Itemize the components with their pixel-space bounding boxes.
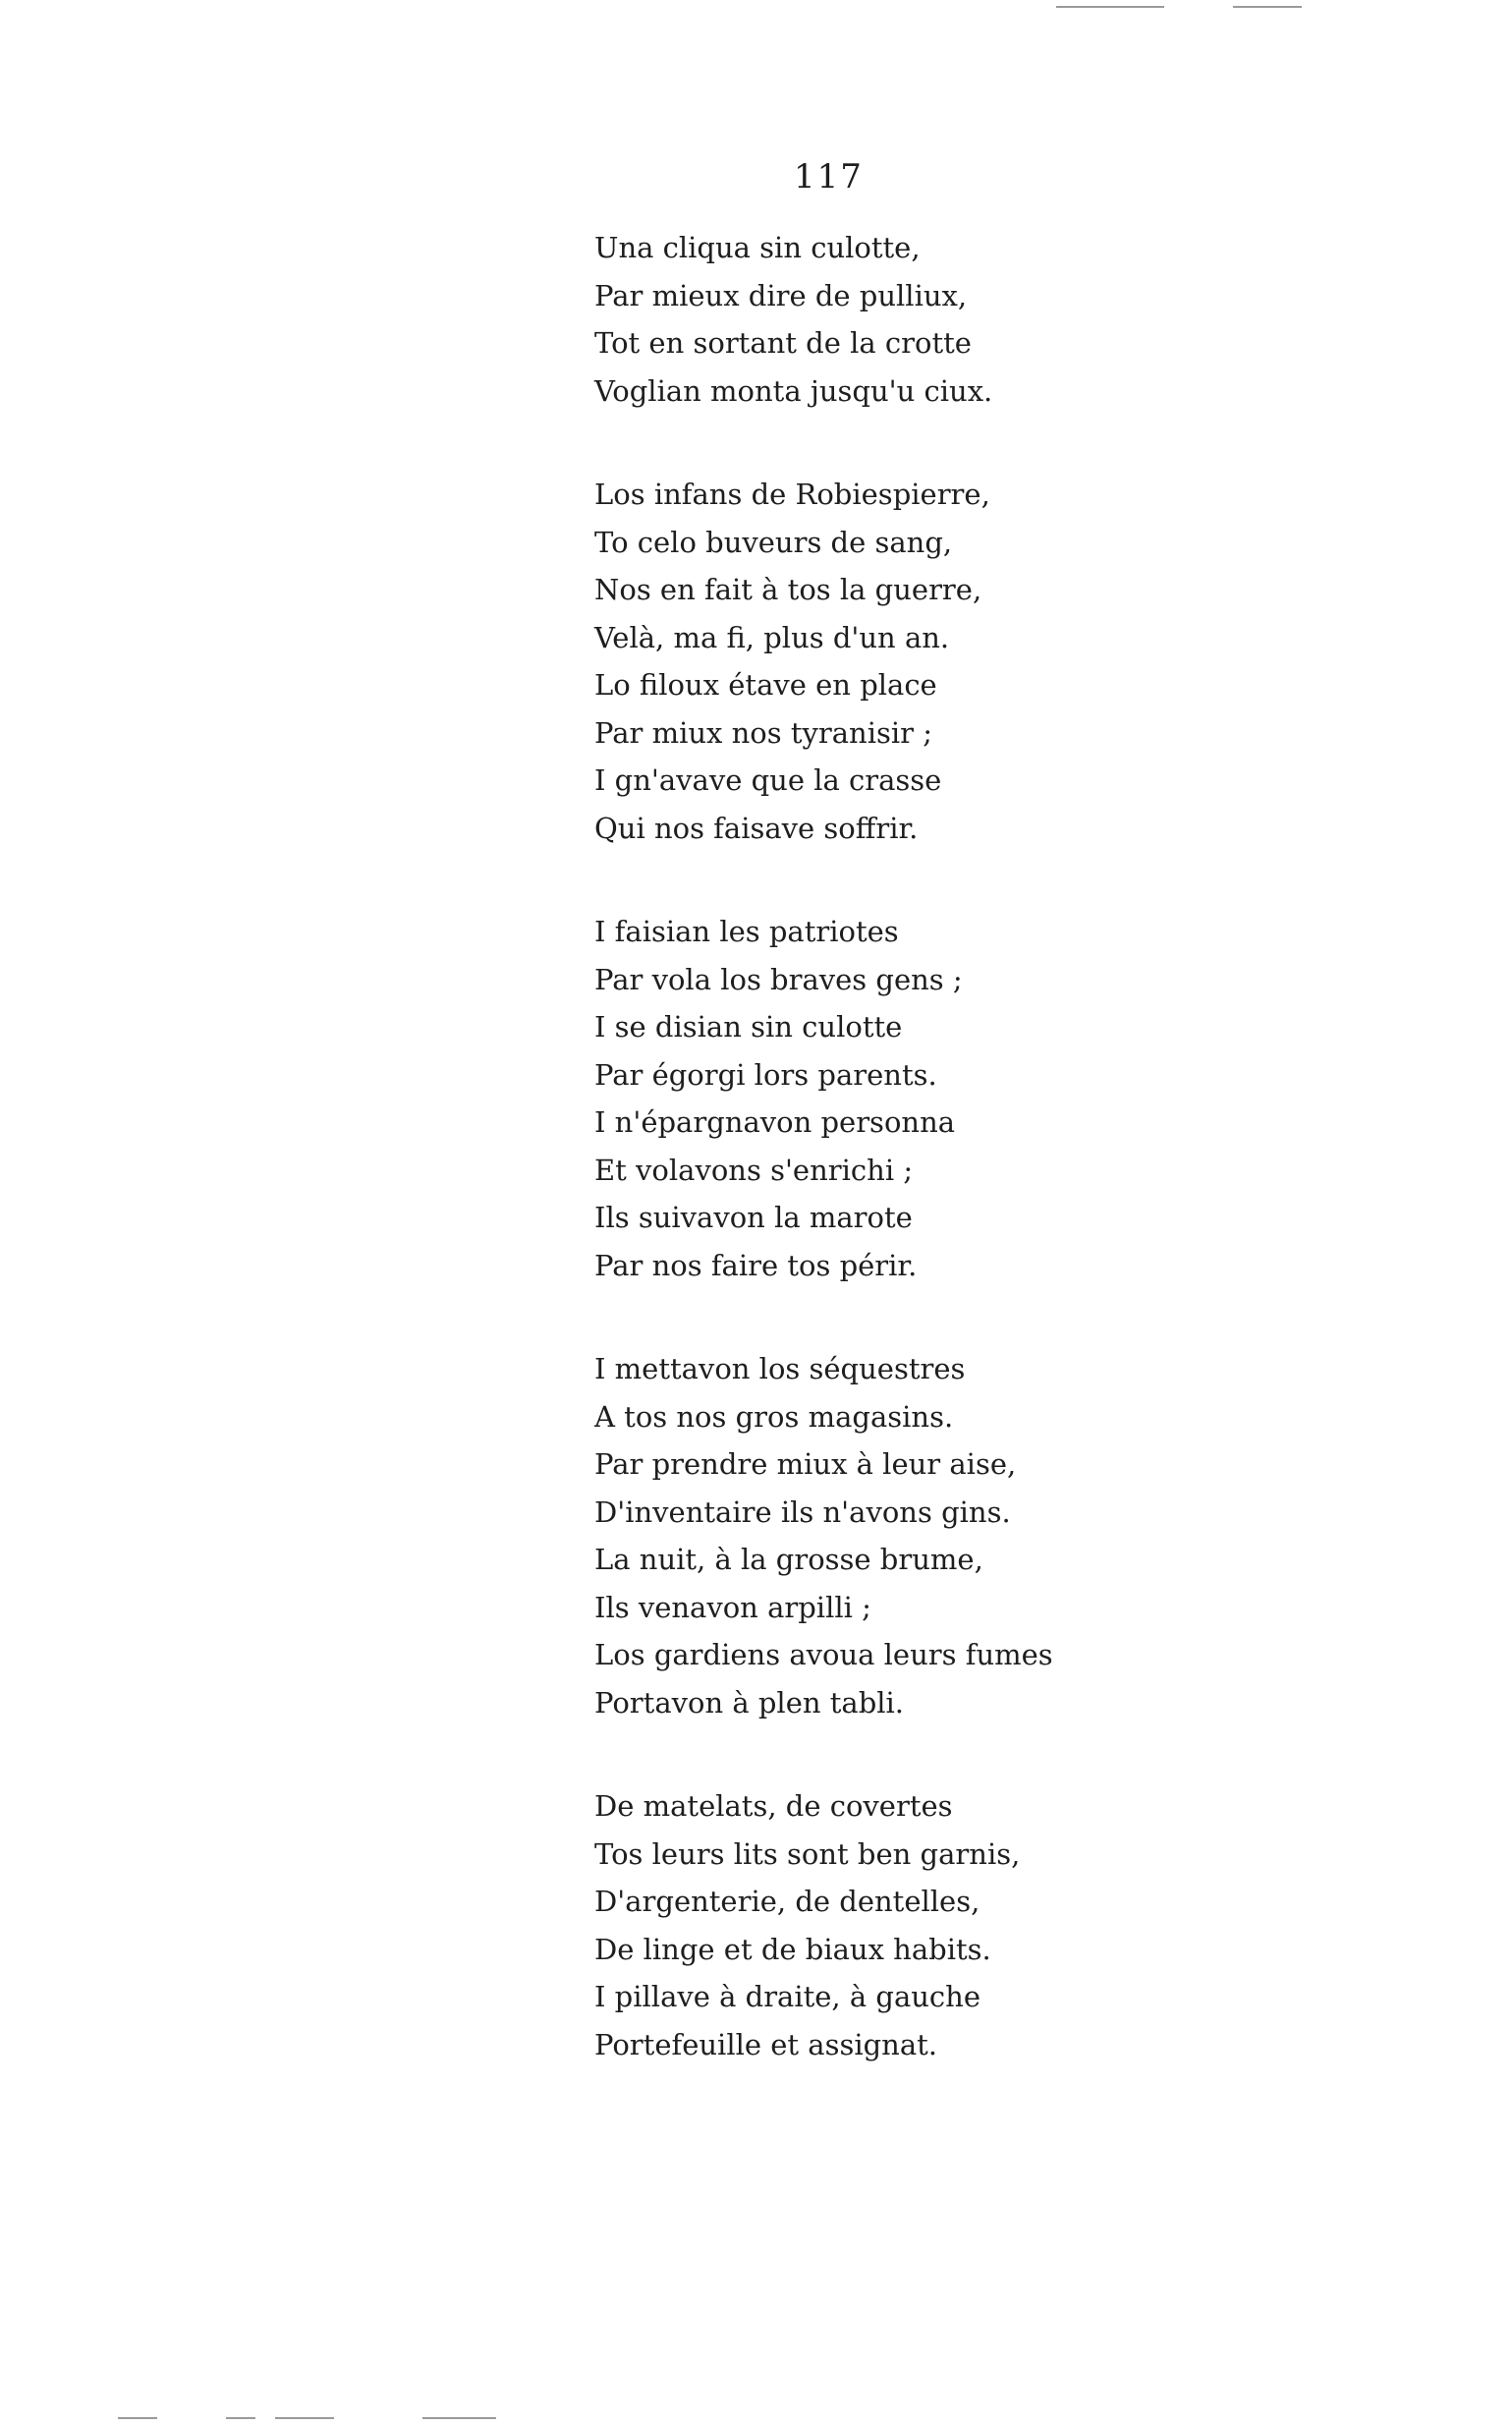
scan-mark-top-1 <box>1056 6 1164 8</box>
verse-line: Par miux nos tyranisir ; <box>594 715 932 750</box>
verse-line: Par prendre miux à leur aise, <box>594 1447 1017 1481</box>
verse-line: Nos en fait à tos la guerre, <box>594 573 982 606</box>
scan-mark-top-2 <box>1233 6 1302 8</box>
verse-line: To celo buveurs de sang, <box>594 525 953 559</box>
verse-line: Una cliqua sin culotte, <box>594 231 921 264</box>
scan-mark-bottom-3 <box>275 2417 334 2419</box>
verse-line: I gn'avave que la crasse <box>594 763 942 797</box>
verse-line: Ils suivavon la marote <box>594 1201 913 1234</box>
verse-line: Par égorgi lors parents. <box>594 1057 937 1092</box>
verse-line: Tot en sortant de la crotte <box>594 326 972 360</box>
verse-line: Voglian monta jusqu'u ciux. <box>594 373 993 408</box>
page-number: 117 <box>794 157 864 197</box>
verse-line: Qui nos faisave soffrir. <box>594 811 919 845</box>
verse-line: I se disian sin culotte <box>594 1010 903 1043</box>
verse-line: La nuit, à la grosse brume, <box>594 1543 983 1576</box>
verse-line: A tos nos gros magasins. <box>594 1399 954 1434</box>
verse-line: De matelats, de covertes <box>594 1789 953 1823</box>
verse-line: I pillave à draite, à gauche <box>594 1980 980 2013</box>
verse-line: Los gardiens avoua leurs fumes <box>594 1638 1053 1671</box>
verse-line: De linge et de biaux habits. <box>594 1932 991 1966</box>
verse-line: I mettavon los séquestres <box>594 1352 966 1385</box>
verse-line: Portavon à plen tabli. <box>594 1685 905 1720</box>
poem <box>594 224 1459 2124</box>
verse-line: Lo filoux étave en place <box>594 668 937 702</box>
verse-line: Par nos faire tos périr. <box>594 1248 918 1282</box>
verse-line: Portefeuille et assignat. <box>594 2027 938 2061</box>
verse-line: Par vola los braves gens ; <box>594 962 963 996</box>
stanza-5 <box>594 1782 1459 2068</box>
verse-line: Tos leurs lits sont ben garnis, <box>594 1836 1021 1871</box>
verse-line: I n'épargnavon personna <box>594 1105 956 1139</box>
stanza-4 <box>594 1345 1459 1726</box>
scan-mark-bottom-2 <box>226 2417 255 2419</box>
stanza-2 <box>594 471 1459 852</box>
scan-mark-bottom-1 <box>118 2417 157 2419</box>
verse-line: Velà, ma fi, plus d'un an. <box>594 620 950 654</box>
verse-line: Ils venavon arpilli ; <box>594 1590 871 1624</box>
verse-line: D'argenterie, de dentelles, <box>594 1885 980 1918</box>
stanza-1 <box>594 224 1459 415</box>
verse-line: Et volavons s'enrichi ; <box>594 1153 914 1187</box>
verse-line: Par mieux dire de pulliux, <box>594 278 968 312</box>
scan-mark-bottom-4 <box>422 2417 496 2419</box>
verse-line: Los infans de Robiespierre, <box>594 478 990 511</box>
verse-line: I faisian les patriotes <box>594 915 899 948</box>
verse-line: D'inventaire ils n'avons gins. <box>594 1494 1011 1529</box>
stanza-3 <box>594 908 1459 1289</box>
